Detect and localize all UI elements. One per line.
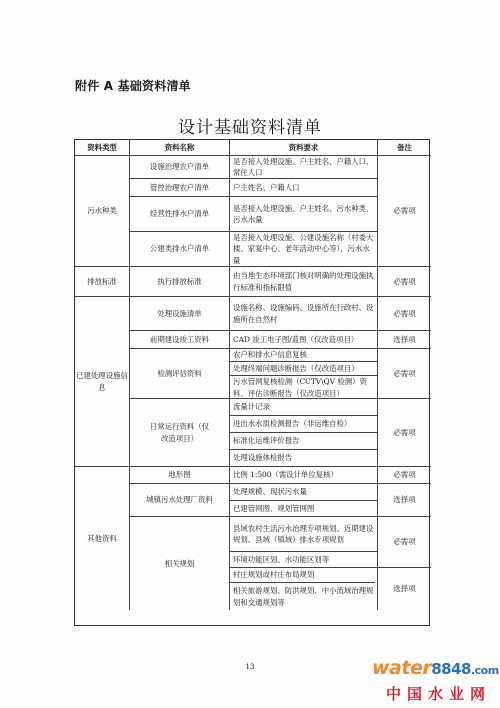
req-cell: 是否接入处理设施、户主姓名、污水种类、污水水量 — [230, 197, 378, 232]
type-cell-discharge: 排放标准 — [75, 267, 130, 297]
req-line: 农户和排水户信息复核 — [230, 349, 377, 362]
header-type: 资料类型 — [75, 140, 130, 156]
req-line: 流量计记录 — [230, 399, 377, 416]
req-cell: 是否接入处理设施、公建设施名称（村委大楼、家宴中心、老年活动中心等），污水水量 — [230, 232, 378, 267]
type-cell-sewage: 污水种类 — [75, 156, 130, 267]
name-cell: 设施治理农户清单 — [130, 156, 230, 179]
name-cell: 地形图 — [130, 467, 230, 484]
name-cell: 检测评估资料 — [130, 349, 230, 399]
req-line: 已建管网图、规划管网图 — [233, 503, 315, 513]
name-cell: 相关规划 — [130, 517, 230, 610]
table-title: 设计基础资料清单 — [178, 118, 322, 138]
type-cell-facility: 已建处理设施信息 — [75, 297, 130, 467]
req-cell: 环境功能区划、水功能区划等 — [230, 552, 378, 568]
name-cell: 经营性排水户清单 — [130, 197, 230, 232]
req-line: 进出水水质检测报告（非运维自检） — [230, 416, 377, 433]
watermark-logo — [372, 657, 499, 679]
note-cell: 选择项 — [393, 584, 416, 594]
name-cell: 日常运行资料（仅改造项目） — [130, 399, 230, 467]
note-cell: 必需项 — [378, 156, 431, 267]
req-line: 相关旅游规划、防洪规划、中小流域治理规划和交通规划等 — [233, 586, 374, 607]
req-cell: 户主姓名、户籍人口 — [230, 179, 378, 197]
req-cell: 由当地生态环境部门核对明确的处理设施执行标准和指标限值 — [230, 267, 378, 297]
type-cell-other: 其他资料 — [75, 467, 130, 610]
req-cell: 县域农村生活污水治理专项规划、近期建设规划、县域（镇域）排水专项规划 — [230, 517, 378, 552]
note-cell: 选择项 — [378, 331, 431, 349]
watermark-subtitle: 中国水业网 — [386, 685, 492, 703]
note-cell: 必需项 — [378, 297, 431, 331]
name-cell: 管控治理农户清单 — [130, 179, 230, 197]
req-line: 处理终端问题诊断报告（仅改造项目） — [230, 362, 377, 376]
req-cell: CAD 竣工电子图/蓝图（仅改造项目） — [230, 331, 378, 349]
header-name: 资料名称 — [130, 140, 230, 156]
watermark-suffix: .com — [470, 664, 499, 677]
req-cell — [230, 568, 378, 610]
note-cell: 必需项 — [378, 349, 431, 399]
watermark-digits: 8848 — [431, 660, 471, 678]
req-stack — [230, 349, 378, 399]
page-number: 13 — [245, 663, 255, 671]
req-line: 污水管网复核检测（CCTV\QV 检测）资料、评估诊断报告（仅改造项目） — [233, 377, 367, 398]
data-table — [74, 139, 430, 626]
name-cell: 城镇污水处理厂资料 — [130, 484, 230, 517]
req-line: 处理规模、现状污水量 — [230, 484, 377, 501]
req-line: 标准化运维评价报告 — [230, 433, 377, 450]
req-line: 处理设施体检报告 — [233, 453, 293, 463]
note-cell: 选择项 — [378, 484, 431, 517]
note-cell: 必需项 — [378, 399, 431, 467]
note-cell: 必需项 — [378, 517, 431, 568]
req-stack — [230, 399, 378, 467]
name-cell: 执行排放标准 — [130, 267, 230, 297]
note-cell: 必需项 — [378, 267, 431, 297]
name-cell: 公建类排水户清单 — [130, 232, 230, 267]
req-stack — [230, 484, 378, 517]
req-cell: 设施名称、设施编码、设施所在行政村、设施所在自然村 — [230, 297, 378, 331]
watermark-brand: water — [372, 657, 432, 679]
req-line: 村庄规划或村庄布局规划 — [230, 568, 375, 583]
header-req: 资料要求 — [230, 140, 378, 156]
name-cell: 处理设施清单 — [130, 297, 230, 331]
req-cell: 比例 1:500（需设计单位复核） — [230, 467, 378, 484]
appendix-heading: 附件 A 基础资料清单 — [75, 79, 191, 93]
name-cell: 前期建设竣工资料 — [130, 331, 230, 349]
header-note: 备注 — [378, 140, 431, 156]
note-cell: 必需项 — [378, 467, 431, 484]
req-cell: 是否接入处理设施、户主姓名、户籍人口、常住人口 — [230, 156, 378, 179]
